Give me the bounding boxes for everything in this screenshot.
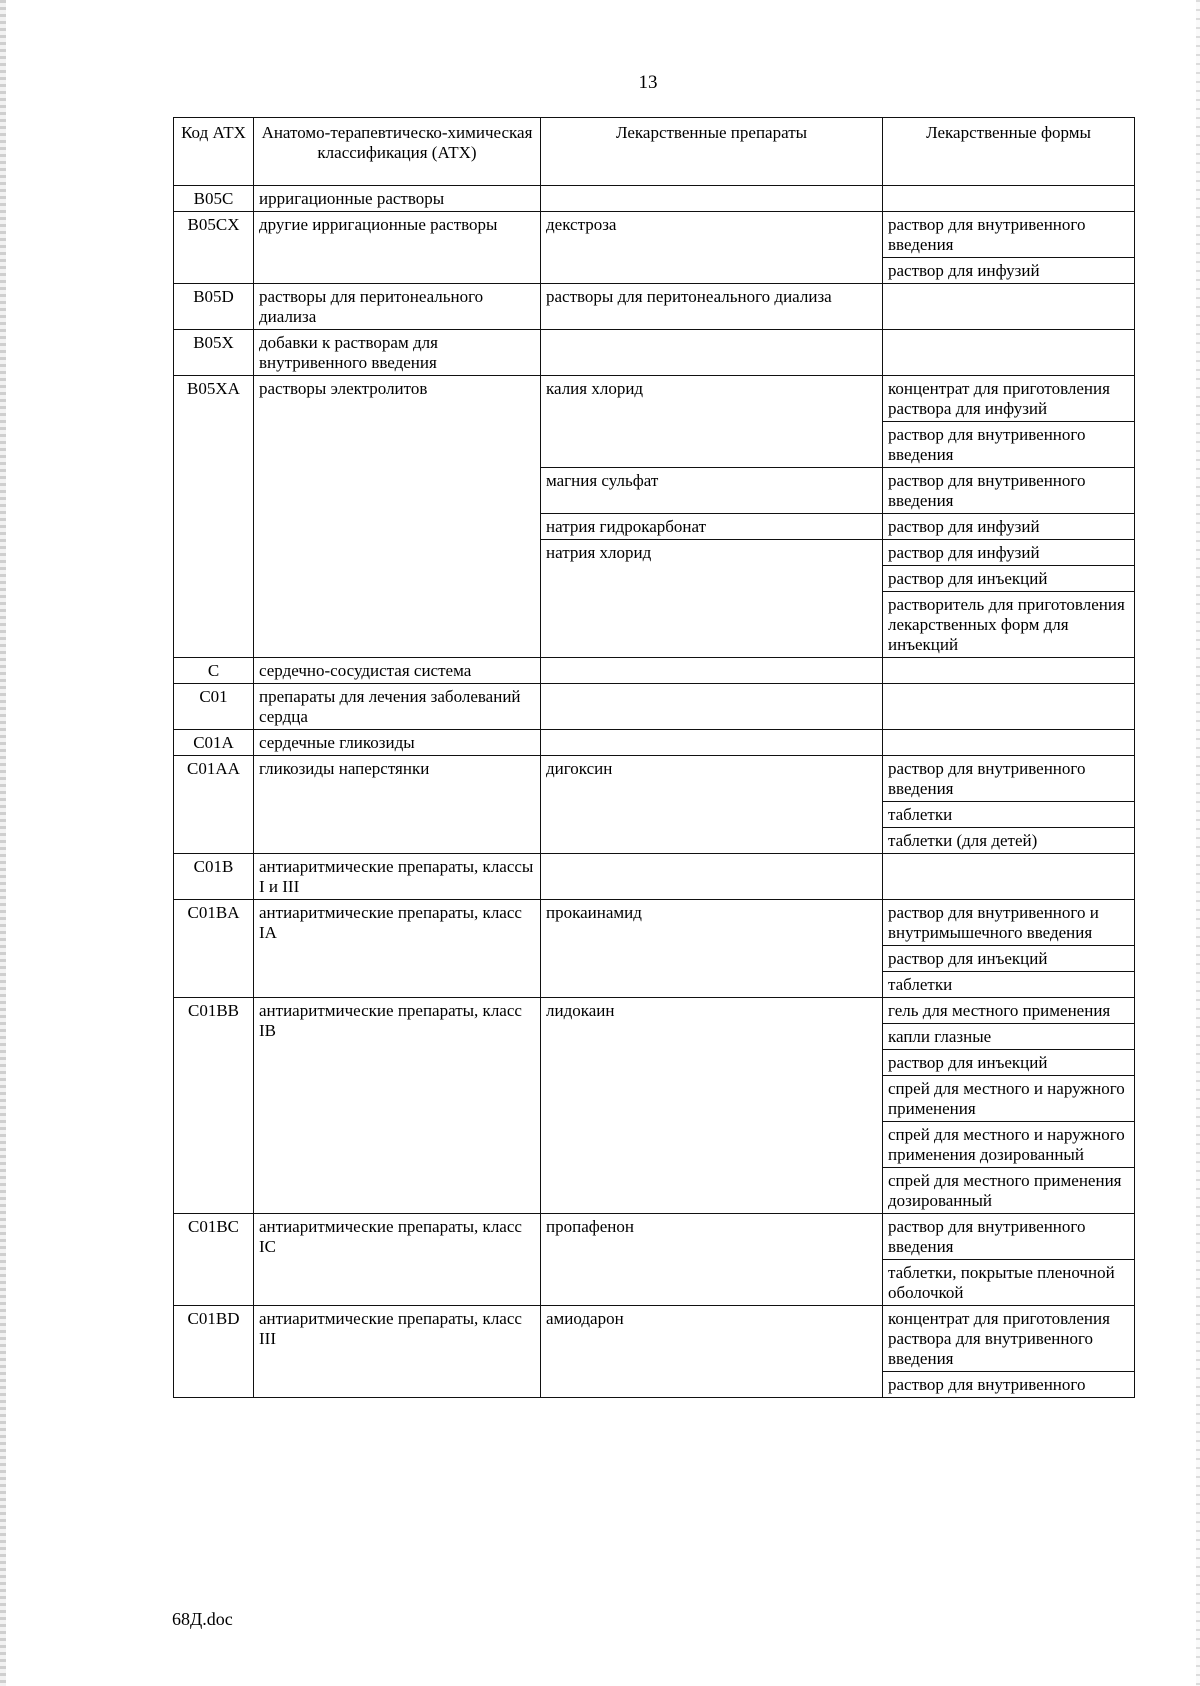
atx-classification: антиаритмические препараты, класс IB (254, 998, 541, 1214)
table-row (174, 900, 1135, 946)
dosage-form (883, 684, 1135, 730)
dosage-form (883, 854, 1135, 900)
atx-code: C01BA (174, 900, 254, 998)
table-row (174, 730, 1135, 756)
atx-classification: растворы электролитов (254, 376, 541, 658)
dosage-form (883, 730, 1135, 756)
dosage-form: гель для местного применения (883, 998, 1135, 1024)
footer-filename: 68Д.doc (172, 1609, 233, 1629)
table-row (174, 186, 1135, 212)
atx-classification: антиаритмические препараты, класс IA (254, 900, 541, 998)
atx-classification: антиаритмические препараты, классы I и III (254, 854, 541, 900)
scan-edge-left (0, 0, 6, 1686)
dosage-form (883, 284, 1135, 330)
header-forms: Лекарственные формы (883, 118, 1135, 186)
atx-classification: ирригационные растворы (254, 186, 541, 212)
table-row (174, 1306, 1135, 1372)
drug-name (541, 658, 883, 684)
table-row (174, 376, 1135, 422)
drug-name: натрия хлорид (541, 540, 883, 658)
drug-name (541, 684, 883, 730)
dosage-form: раствор для внутривенного и внутримышечного введения (883, 900, 1135, 946)
dosage-form: раствор для инъекций (883, 946, 1135, 972)
dosage-form: раствор для внутривенного введения (883, 468, 1135, 514)
dosage-form: концентрат для приготовления раствора для внутривенного введения (883, 1306, 1135, 1372)
atx-classification: антиаритмические препараты, класс IC (254, 1214, 541, 1306)
dosage-form: раствор для внутривенного введения (883, 422, 1135, 468)
drug-name (541, 330, 883, 376)
atx-table (173, 117, 1135, 1398)
dosage-form: раствор для инъекций (883, 1050, 1135, 1076)
atx-code: C01AA (174, 756, 254, 854)
dosage-form: раствор для внутривенного введения (883, 212, 1135, 258)
atx-code: C01BD (174, 1306, 254, 1398)
atx-code: C01BC (174, 1214, 254, 1306)
page-number: 13 (638, 72, 658, 93)
dosage-form: таблетки (883, 802, 1135, 828)
atx-classification: добавки к растворам для внутривенного введения (254, 330, 541, 376)
table-row (174, 1214, 1135, 1260)
dosage-form: раствор для внутривенного введения (883, 756, 1135, 802)
dosage-form (883, 186, 1135, 212)
dosage-form: концентрат для приготовления раствора для инфузий (883, 376, 1135, 422)
scan-edge-right (1196, 0, 1200, 1686)
atx-classification: сердечные гликозиды (254, 730, 541, 756)
dosage-form: спрей для местного и наружного применения дозированный (883, 1122, 1135, 1168)
dosage-form: таблетки (для детей) (883, 828, 1135, 854)
dosage-form: раствор для внутривенного введения (883, 1214, 1135, 1260)
table-row (174, 684, 1135, 730)
dosage-form: раствор для внутривенного (883, 1372, 1135, 1398)
dosage-form: спрей для местного и наружного применения (883, 1076, 1135, 1122)
table-row (174, 854, 1135, 900)
drug-name: калия хлорид (541, 376, 883, 468)
dosage-form: раствор для инфузий (883, 540, 1135, 566)
header-classification: Анатомо-терапевтическо-химическая классификация (АТХ) (254, 118, 541, 186)
dosage-form: раствор для инъекций (883, 566, 1135, 592)
atx-classification: сердечно-сосудистая система (254, 658, 541, 684)
atx-classification: растворы для перитонеального диализа (254, 284, 541, 330)
table-row (174, 330, 1135, 376)
dosage-form: таблетки, покрытые пленочной оболочкой (883, 1260, 1135, 1306)
dosage-form (883, 658, 1135, 684)
drug-name: пропафенон (541, 1214, 883, 1306)
atx-table-body (174, 186, 1135, 1398)
atx-classification: гликозиды наперстянки (254, 756, 541, 854)
drug-name: магния сульфат (541, 468, 883, 514)
dosage-form: раствор для инфузий (883, 258, 1135, 284)
atx-code: B05X (174, 330, 254, 376)
drug-name: растворы для перитонеального диализа (541, 284, 883, 330)
atx-classification: другие ирригационные растворы (254, 212, 541, 284)
table-row (174, 284, 1135, 330)
header-code: Код АТХ (174, 118, 254, 186)
atx-classification: антиаритмические препараты, класс III (254, 1306, 541, 1398)
table-header-row (174, 118, 1135, 186)
atx-code: B05D (174, 284, 254, 330)
table-row (174, 658, 1135, 684)
table-row (174, 212, 1135, 258)
drug-name: декстроза (541, 212, 883, 284)
header-drugs: Лекарственные препараты (541, 118, 883, 186)
drug-name (541, 186, 883, 212)
drug-name: дигоксин (541, 756, 883, 854)
drug-name: лидокаин (541, 998, 883, 1214)
atx-code: C (174, 658, 254, 684)
table-row (174, 756, 1135, 802)
drug-name: амиодарон (541, 1306, 883, 1398)
atx-code: C01B (174, 854, 254, 900)
drug-name (541, 854, 883, 900)
dosage-form: растворитель для приготовления лекарственных форм для инъекций (883, 592, 1135, 658)
drug-name: прокаинамид (541, 900, 883, 998)
atx-code: B05XA (174, 376, 254, 658)
dosage-form: спрей для местного применения дозированный (883, 1168, 1135, 1214)
atx-code: B05C (174, 186, 254, 212)
drug-name (541, 730, 883, 756)
atx-code: B05CX (174, 212, 254, 284)
dosage-form (883, 330, 1135, 376)
atx-code: C01BB (174, 998, 254, 1214)
atx-code: C01A (174, 730, 254, 756)
dosage-form: раствор для инфузий (883, 514, 1135, 540)
atx-classification: препараты для лечения заболеваний сердца (254, 684, 541, 730)
atx-code: C01 (174, 684, 254, 730)
dosage-form: таблетки (883, 972, 1135, 998)
table-row (174, 998, 1135, 1024)
drug-name: натрия гидрокарбонат (541, 514, 883, 540)
dosage-form: капли глазные (883, 1024, 1135, 1050)
